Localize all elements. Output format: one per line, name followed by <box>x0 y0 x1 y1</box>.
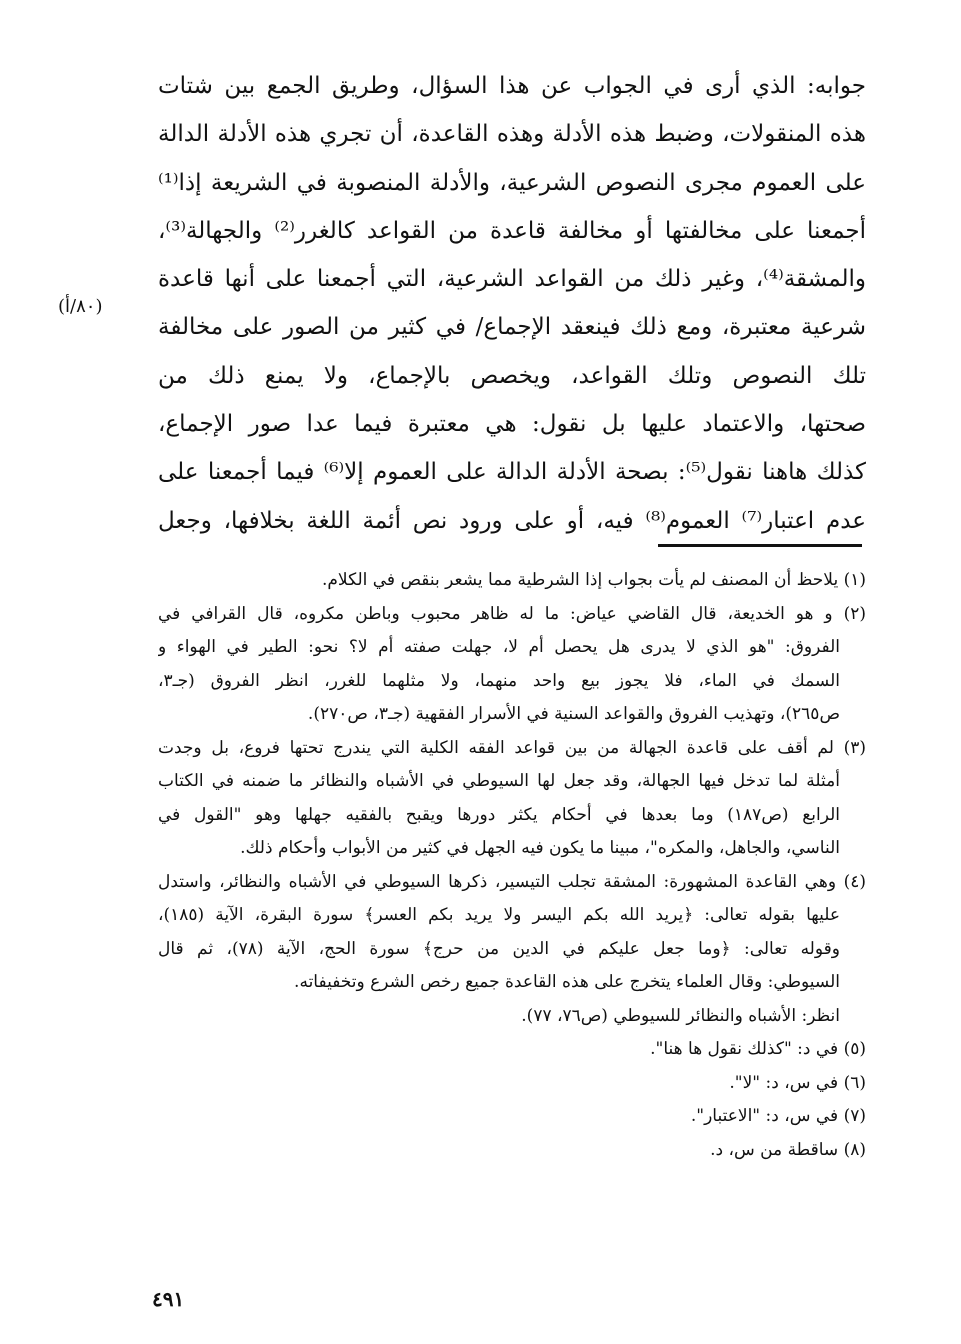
main-text-line: شرعية معتبرة، ومع ذلك فينعقد الإجماع/ في كثير من الصور على مخالفة <box>158 314 866 341</box>
footnote-line: الناسي، والجاهل، والمكره"، مبينا ما يكون فيه الجهل في كثير من الأبواب وأحكام ذلك. <box>240 838 840 858</box>
footnote-line: أمثلة لما تدخل فيها الجهالة، وقد جعل لها السيوطي في الأشباه والنظائر ما ضمنه في الكتاب <box>158 771 840 791</box>
main-text-line: جوابه: الذي أرى في الجواب عن هذا السؤال، وطريق الجمع بين شتات <box>158 73 866 99</box>
main-text-line: والمشقة⁽⁴⁾، وغير ذلك من القواعد الشرعية، التي أجمعنا على أنها قاعدة <box>158 266 866 293</box>
footnote-line: عليها بقوله تعالى: ﴿يريد الله بكم اليسر ولا يريد بكم العسر﴾ سورة البقرة، الآية (١٨٥)، <box>158 905 840 925</box>
footnote-line: (٨) ساقطة من س، د. <box>710 1139 866 1160</box>
footnote-line: (٤) وهي القاعدة المشهورة: المشقة تجلب التيسير، ذكرها السيوطي في الأشباه والنظائر، واستدل <box>158 871 866 892</box>
main-text-line: كذلك هاهنا نقول⁽⁵⁾: بصحة الأدلة الدالة على العموم إلا⁽⁶⁾ فيما أجمعنا على <box>158 459 866 486</box>
footnote-line: الرابع (ص١٨٧) وما بعدها في أحكام يكثر دورها ويقبح بالفقيه جهلها وهو "القول في <box>158 804 841 825</box>
footnote-line: (٧) في س، د: "الاعتبار". <box>690 1106 866 1126</box>
main-text <box>158 62 866 545</box>
main-text-line: أجمعنا على مخالفتها أو مخالفة قاعدة من القواعد كالغرر⁽²⁾ والجهالة⁽³⁾، <box>158 217 866 244</box>
footnote-divider <box>658 544 862 547</box>
footnote-line: (٥) في د: "كذلك نقول ها هنا". <box>650 1039 866 1059</box>
main-text-line: على العموم مجرى النصوص الشرعية، والأدلة المنصوبة في الشريعة إذا⁽¹⁾ <box>158 169 866 196</box>
main-text-line: تلك النصوص وتلك القواعد، ويخصص بالإجماع، ولا يمنع ذلك من <box>158 362 866 389</box>
footnote-line: السيوطي: وقال العلماء يتخرج على هذه القاعدة جميع رخص الشرع وتخفيفاته. <box>294 972 840 992</box>
main-text-line: هذه المنقولات، وضبط هذه الأدلة وهذه القاعدة، أن تجري هذه الأدلة الدالة <box>158 121 866 148</box>
footnote-line: السمك في الماء، فلا يجوز بيع واحد منهما، ولا مثلهما للغرر، انظر الفروق (جـ٣، <box>158 670 840 691</box>
footnote-line: (١) يلاحظ أن المصنف لم يأت بجواب إذا الشرطية مما يشعر بنقص في الكلام. <box>322 570 866 590</box>
manuscript-folio-marker: (٨٠/أ) <box>58 296 103 317</box>
footnote-line: وقوله تعالى: ﴿وما جعل عليكم في الدين من حرج﴾ سورة الحج، الآية (٧٨)، ثم قال <box>158 938 840 959</box>
footnote-line: انظر: الأشباه والنظائر للسيوطي (ص٧٦، ٧٧). <box>521 1005 840 1026</box>
main-text-line: عدم اعتبار⁽⁷⁾ العموم⁽⁸⁾ فيه، أو على ورود نص أئمة اللغة بخلافها، وجعل <box>158 507 866 534</box>
page-number: ٤٩١ <box>152 1287 185 1311</box>
footnote-line: (٦) في س، د: "لا". <box>729 1072 866 1093</box>
main-text-line: صحتها، والاعتماد عليها بل نقول: هي معتبرة فيما عدا صور الإجماع، <box>158 411 866 438</box>
footnote-line: ص٢٦٥)، وتهذيب الفروق والقواعد السنية في الأسرار الفقهية (جـ٣، ص٢٧٠). <box>307 704 840 724</box>
footnote-line: (٣) لم أقف على قاعدة الجهالة من بين قواعد الفقه الكلية التي يندرج تحتها فروع، بل وجدت <box>158 737 866 758</box>
footnote-line: الفروق: "هو الذي لا يدرى هل يحصل أم لا، جهلت صفته أم لا؟ نحو: الطير في الهواء و <box>158 637 840 657</box>
footnotes <box>158 564 866 1167</box>
footnote-line: (٢) و هو الخديعة، قال القاضي عياض: ما له ظاهر محبوب وباطن مكروه، قال القرافي في <box>158 603 866 624</box>
